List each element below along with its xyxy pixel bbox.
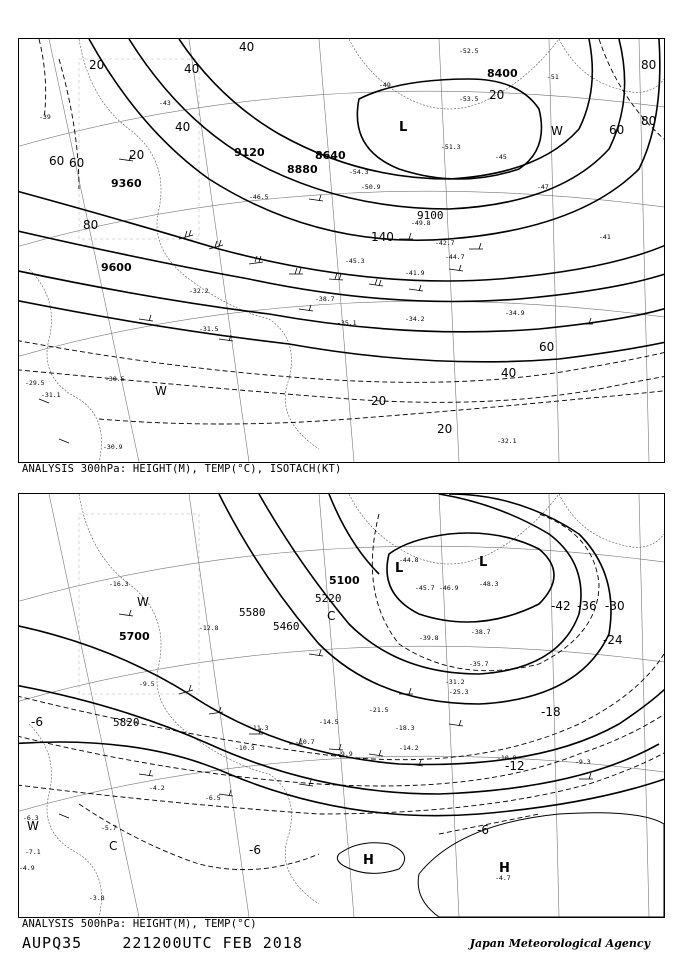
isotach-label: 40 <box>501 366 517 380</box>
station-value: -30.5 <box>105 375 125 383</box>
station-value: -32.1 <box>497 437 517 445</box>
panel-caption-500hpa: ANALYSIS 500hPa: HEIGHT(M), TEMP(°C) <box>22 918 257 930</box>
station-value: -54.3 <box>349 168 369 176</box>
isotach-label: 20 <box>489 88 505 102</box>
station-value: -4.7 <box>495 874 511 882</box>
height-label: 5580 <box>239 606 266 619</box>
warm-center: W <box>551 124 563 138</box>
station-value: -44.8 <box>399 556 419 564</box>
graticule <box>19 39 664 462</box>
height-label: 5220 <box>315 592 342 605</box>
station-value: -49 <box>379 81 391 89</box>
cold-center: C <box>327 609 336 623</box>
station-value: -34.9 <box>505 309 525 317</box>
station-value: -11.3 <box>249 724 269 732</box>
panel-caption-300hpa: ANALYSIS 300hPa: HEIGHT(M), TEMP(°C), ISOTACH(KT) <box>22 463 342 475</box>
station-value: -34.2 <box>405 315 425 323</box>
station-value: -39.8 <box>419 634 439 642</box>
temp-label: -36 <box>577 599 597 613</box>
coastline <box>29 494 664 917</box>
station-value: -51.3 <box>441 143 461 151</box>
low-center: L <box>399 120 408 135</box>
station-value: -46.5 <box>249 193 269 201</box>
high-center: H <box>499 861 510 876</box>
low-center: L <box>479 555 488 570</box>
station-value: -31.2 <box>445 678 465 686</box>
temp-label: -12 <box>505 759 525 773</box>
station-value: -14.2 <box>399 744 419 752</box>
station-value: -7.1 <box>25 848 41 856</box>
station-value: -10.3 <box>235 744 255 752</box>
isotach-label: 80 <box>641 58 657 72</box>
isotach-label: 60 <box>539 340 555 354</box>
station-value: -48.3 <box>479 580 499 588</box>
station-value: -18.3 <box>395 724 415 732</box>
station-value: -9.9 <box>337 750 353 758</box>
station-value: -16.3 <box>109 580 129 588</box>
isotach-label: 40 <box>175 120 191 134</box>
station-value: -6.3 <box>23 814 39 822</box>
isotach-label: 40 <box>239 40 255 54</box>
cold-center: C <box>109 839 118 853</box>
station-value: -9.3 <box>575 758 591 766</box>
station-value: -10.7 <box>295 738 315 746</box>
temp-label: -6 <box>31 715 43 729</box>
station-value: -38.7 <box>471 628 491 636</box>
warm-center: W <box>137 595 149 609</box>
station-plots <box>19 556 591 902</box>
agency-credit: Japan Meteorological Agency <box>469 937 650 950</box>
height-label: 9100 <box>417 209 444 222</box>
isotherm-contours <box>19 514 664 870</box>
station-value: -39 <box>39 113 51 121</box>
temp-label: -42 <box>551 599 571 613</box>
isotach-label: 80 <box>641 114 657 128</box>
station-value: -45 <box>495 153 507 161</box>
height-label: 9120 <box>234 146 265 159</box>
station-value: -45.3 <box>345 257 365 265</box>
height-label: 5460 <box>273 620 300 633</box>
station-value: -46.9 <box>439 584 459 592</box>
station-value: -44.7 <box>445 253 465 261</box>
height-label: 8880 <box>287 163 318 176</box>
graticule <box>19 494 664 917</box>
station-value: -52.5 <box>459 47 479 55</box>
station-value: -21.5 <box>369 706 389 714</box>
height-contours <box>19 494 664 917</box>
height-label: 5100 <box>329 574 360 587</box>
height-label: 9600 <box>101 261 132 274</box>
station-value: -35.7 <box>469 660 489 668</box>
temp-label: -24 <box>603 633 623 647</box>
chart-code: AUPQ35 <box>22 934 83 952</box>
station-value: -53.5 <box>459 95 479 103</box>
isotach-label: 40 <box>184 62 200 76</box>
station-value: -45.7 <box>415 584 435 592</box>
station-value: -38.7 <box>315 295 335 303</box>
station-value: -49.8 <box>411 219 431 227</box>
map-500hpa-svg <box>19 494 664 917</box>
station-value: -41 <box>599 233 611 241</box>
isotach-label: 20 <box>89 58 105 72</box>
station-value: -9.5 <box>139 680 155 688</box>
map-300hpa-svg <box>19 39 664 462</box>
station-value: -14.5 <box>319 718 339 726</box>
temp-label: -6 <box>249 843 261 857</box>
station-value: -12.8 <box>199 624 219 632</box>
station-value: -31.1 <box>41 391 61 399</box>
station-value: -31.5 <box>199 325 219 333</box>
warm-center: W <box>155 384 167 398</box>
valid-time: 221200UTC FEB 2018 <box>122 934 303 952</box>
isotach-label: 20 <box>371 394 387 408</box>
isotach-label: 20 <box>129 148 145 162</box>
station-plots <box>25 47 611 451</box>
station-value: -50.9 <box>361 183 381 191</box>
high-center: H <box>363 853 374 868</box>
station-value: -47 <box>537 183 549 191</box>
isotach-label: 60 <box>609 123 625 137</box>
station-value: -4.9 <box>19 864 35 872</box>
station-value: -51 <box>547 73 559 81</box>
height-label: 8640 <box>315 149 346 162</box>
low-center: L <box>395 561 404 576</box>
height-label: 8400 <box>487 67 518 80</box>
isotach-label: 20 <box>437 422 453 436</box>
isotach-label: 140 <box>371 230 394 244</box>
station-value: -25.3 <box>449 688 469 696</box>
station-value: -5.7 <box>101 824 117 832</box>
warm-center: W <box>27 819 39 833</box>
station-value: -4.2 <box>149 784 165 792</box>
station-value: -30.9 <box>103 443 123 451</box>
temp-label: -30 <box>605 599 625 613</box>
station-value: -6.5 <box>205 794 221 802</box>
isotach-label: 60 <box>69 156 85 170</box>
temp-label: -18 <box>541 705 561 719</box>
station-value: -29.5 <box>25 379 45 387</box>
station-value: -35.1 <box>337 319 357 327</box>
station-value: -10.9 <box>497 754 517 762</box>
height-label: 5820 <box>113 716 140 729</box>
map-panel-500hpa <box>18 493 665 918</box>
temp-label: -6 <box>477 823 489 837</box>
station-value: -43 <box>159 99 171 107</box>
station-value: -41.9 <box>405 269 425 277</box>
isotach-label: 80 <box>83 218 99 232</box>
chart-identifier <box>22 934 303 952</box>
height-label: 9360 <box>111 177 142 190</box>
map-panel-300hpa <box>18 38 665 463</box>
height-label: 5700 <box>119 630 150 643</box>
station-value: -42.7 <box>435 239 455 247</box>
station-value: -3.8 <box>89 894 105 902</box>
isotach-label: 60 <box>49 154 65 168</box>
station-value: -32.2 <box>189 287 209 295</box>
